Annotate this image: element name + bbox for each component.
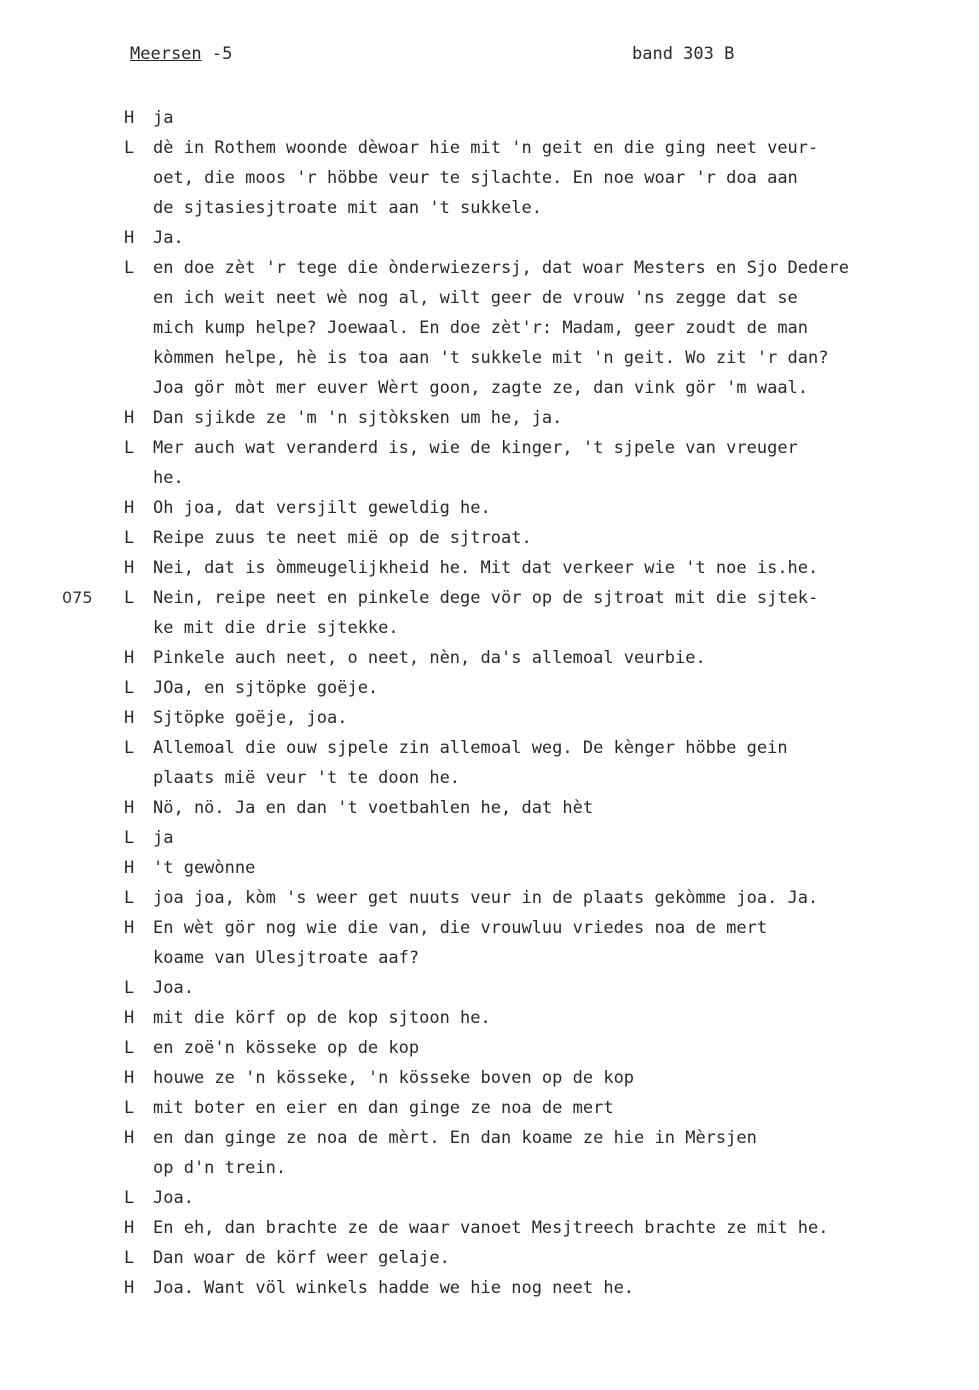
utterance <box>153 433 974 493</box>
transcript-turn <box>124 1123 974 1183</box>
utterance-line: Joa gör mòt mer euver Wèrt goon, zagte ze, dan vink gör 'm waal. <box>153 378 809 398</box>
utterance-line: Mer auch wat veranderd is, wie de kinger, 't sjpele van vreuger <box>153 438 798 458</box>
transcript-turn <box>124 133 974 223</box>
utterance <box>153 883 974 913</box>
utterance <box>153 1183 974 1213</box>
transcript-turn <box>124 913 974 973</box>
transcript-turn <box>124 523 974 553</box>
speaker-label: L <box>124 738 135 758</box>
utterance-line: ja <box>153 108 174 128</box>
speaker-label: H <box>124 228 135 248</box>
speaker-label: H <box>124 108 135 128</box>
transcript-turn <box>124 1063 974 1093</box>
utterance-line: En eh, dan brachte ze de waar vanoet Mesjtreech brachte ze mit he. <box>153 1218 829 1238</box>
transcript-turn <box>124 703 974 733</box>
utterance-line: koame van Ulesjtroate aaf? <box>153 948 420 968</box>
utterance-line: Nei, dat is òmmeugelijkheid he. Mit dat verkeer wie 't noe is.he. <box>153 558 819 578</box>
speaker-label: H <box>124 1278 135 1298</box>
utterance <box>153 1003 974 1033</box>
utterance-line: Sjtöpke goëje, joa. <box>153 708 348 728</box>
utterance-line: he. <box>153 468 184 488</box>
transcript-turn <box>124 823 974 853</box>
utterance-line: Oh joa, dat versjilt geweldig he. <box>153 498 491 518</box>
utterance <box>153 973 974 1003</box>
utterance <box>153 1123 974 1183</box>
utterance-line: mit die körf op de kop sjtoon he. <box>153 1008 491 1028</box>
speaker-label: L <box>124 588 135 608</box>
speaker-label: H <box>124 1128 135 1148</box>
utterance-line: en zoë'n kösseke op de kop <box>153 1038 420 1058</box>
transcript-turn <box>124 553 974 583</box>
utterance <box>153 823 974 853</box>
utterance <box>153 1213 974 1243</box>
utterance <box>153 523 974 553</box>
speaker-label: L <box>124 678 135 698</box>
utterance <box>153 403 974 433</box>
transcript-body <box>62 103 974 1303</box>
transcript-turn <box>62 583 974 643</box>
utterance-line: ja <box>153 828 174 848</box>
utterance <box>153 643 974 673</box>
utterance <box>153 223 974 253</box>
speaker-label: H <box>124 1068 135 1088</box>
utterance-line: Pinkele auch neet, o neet, nèn, da's allemoal veurbie. <box>153 648 706 668</box>
utterance <box>153 133 974 223</box>
transcript-turn <box>124 853 974 883</box>
utterance-line: Nein, reipe neet en pinkele dege vör op de sjtroat mit die sjtek- <box>153 588 819 608</box>
utterance-line: Reipe zuus te neet mië op de sjtroat. <box>153 528 532 548</box>
speaker-label: H <box>124 408 135 428</box>
utterance-line: Joa. Want völ winkels hadde we hie nog neet he. <box>153 1278 635 1298</box>
utterance <box>153 913 974 973</box>
speaker-label: L <box>124 1098 135 1118</box>
margin-counter-number: 075 <box>62 588 93 607</box>
utterance-line: houwe ze 'n kösseke, 'n kösseke boven op de kop <box>153 1068 635 1088</box>
utterance-line: Joa. <box>153 978 194 998</box>
speaker-label: L <box>124 138 135 158</box>
page-header <box>130 44 830 70</box>
utterance <box>153 553 974 583</box>
header-tape-label: band 303 B <box>632 44 735 64</box>
transcript-turn <box>124 1003 974 1033</box>
transcript-turn <box>124 1033 974 1063</box>
transcript-turn <box>124 403 974 433</box>
transcript-turn <box>124 223 974 253</box>
utterance <box>153 1033 974 1063</box>
utterance-line: Joa. <box>153 1188 194 1208</box>
transcript-turn <box>124 493 974 523</box>
utterance <box>153 253 974 403</box>
utterance <box>153 703 974 733</box>
speaker-label: L <box>124 978 135 998</box>
utterance-line: Dan woar de körf weer gelaje. <box>153 1248 450 1268</box>
utterance-line: En wèt gör nog wie die van, die vrouwluu vriedes noa de mert <box>153 918 768 938</box>
speaker-label: H <box>124 858 135 878</box>
speaker-label: L <box>124 888 135 908</box>
utterance <box>153 583 974 643</box>
utterance <box>153 853 974 883</box>
utterance-line: op d'n trein. <box>153 1158 287 1178</box>
transcript-turn <box>124 1093 974 1123</box>
utterance-line: Dan sjikde ze 'm 'n sjtòksken um he, ja. <box>153 408 563 428</box>
speaker-label: L <box>124 1038 135 1058</box>
transcript-turn <box>124 793 974 823</box>
transcript-turn <box>124 433 974 493</box>
speaker-label: H <box>124 1008 135 1028</box>
speaker-label: H <box>124 918 135 938</box>
speaker-label: L <box>124 1188 135 1208</box>
header-place: Meersen <box>130 44 202 64</box>
utterance-line: de sjtasiesjtroate mit aan 't sukkele. <box>153 198 542 218</box>
utterance-line: en doe zèt 'r tege die ònderwiezersj, dat woar Mesters en Sjo Dedere <box>153 258 849 278</box>
utterance-line: Ja. <box>153 228 184 248</box>
transcript-turn <box>124 103 974 133</box>
transcript-turn <box>124 883 974 913</box>
transcript-turn <box>124 1243 974 1273</box>
utterance-line: mich kump helpe? Joewaal. En doe zèt'r: Madam, geer zoudt de man <box>153 318 809 338</box>
transcript-turn <box>124 1273 974 1303</box>
utterance-line: Nö, nö. Ja en dan 't voetbahlen he, dat hèt <box>153 798 594 818</box>
header-place-label <box>130 44 232 64</box>
utterance-line: joa joa, kòm 's weer get nuuts veur in de plaats gekòmme joa. Ja. <box>153 888 819 908</box>
utterance-line: ke mit die drie sjtekke. <box>153 618 399 638</box>
speaker-label: H <box>124 498 135 518</box>
transcript-turn <box>124 1183 974 1213</box>
utterance-line: JOa, en sjtöpke goëje. <box>153 678 379 698</box>
utterance <box>153 493 974 523</box>
utterance-line: kòmmen helpe, hè is toa aan 't sukkele mit 'n geit. Wo zit 'r dan? <box>153 348 829 368</box>
speaker-label: H <box>124 798 135 818</box>
utterance-line: dè in Rothem woonde dèwoar hie mit 'n geit en die ging neet veur- <box>153 138 819 158</box>
speaker-label: L <box>124 828 135 848</box>
utterance <box>153 1093 974 1123</box>
utterance-line: plaats mië veur 't te doon he. <box>153 768 461 788</box>
transcript-turn <box>124 733 974 793</box>
utterance-line: oet, die moos 'r höbbe veur te sjlachte. En noe woar 'r doa aan <box>153 168 798 188</box>
utterance <box>153 1243 974 1273</box>
utterance <box>153 1063 974 1093</box>
utterance-line: 't gewònne <box>153 858 256 878</box>
header-page-number: -5 <box>201 44 233 64</box>
transcript-turn <box>124 973 974 1003</box>
speaker-label: L <box>124 1248 135 1268</box>
transcript-turn <box>124 673 974 703</box>
utterance <box>153 793 974 823</box>
speaker-label: H <box>124 558 135 578</box>
transcript-turn <box>124 1213 974 1243</box>
utterance-line: Allemoal die ouw sjpele zin allemoal weg. De kènger höbbe gein <box>153 738 788 758</box>
utterance-line: en dan ginge ze noa de mèrt. En dan koame ze hie in Mèrsjen <box>153 1128 757 1148</box>
speaker-label: H <box>124 708 135 728</box>
utterance-line: mit boter en eier en dan ginge ze noa de mert <box>153 1098 614 1118</box>
speaker-label: L <box>124 528 135 548</box>
utterance <box>153 103 974 133</box>
utterance <box>153 1273 974 1303</box>
transcript-turn <box>124 643 974 673</box>
utterance-line: en ich weit neet wè nog al, wilt geer de vrouw 'ns zegge dat se <box>153 288 798 308</box>
speaker-label: L <box>124 258 135 278</box>
speaker-label: H <box>124 1218 135 1238</box>
utterance <box>153 733 974 793</box>
transcript-turn <box>124 253 974 403</box>
speaker-label: H <box>124 648 135 668</box>
speaker-label: L <box>124 438 135 458</box>
utterance <box>153 673 974 703</box>
